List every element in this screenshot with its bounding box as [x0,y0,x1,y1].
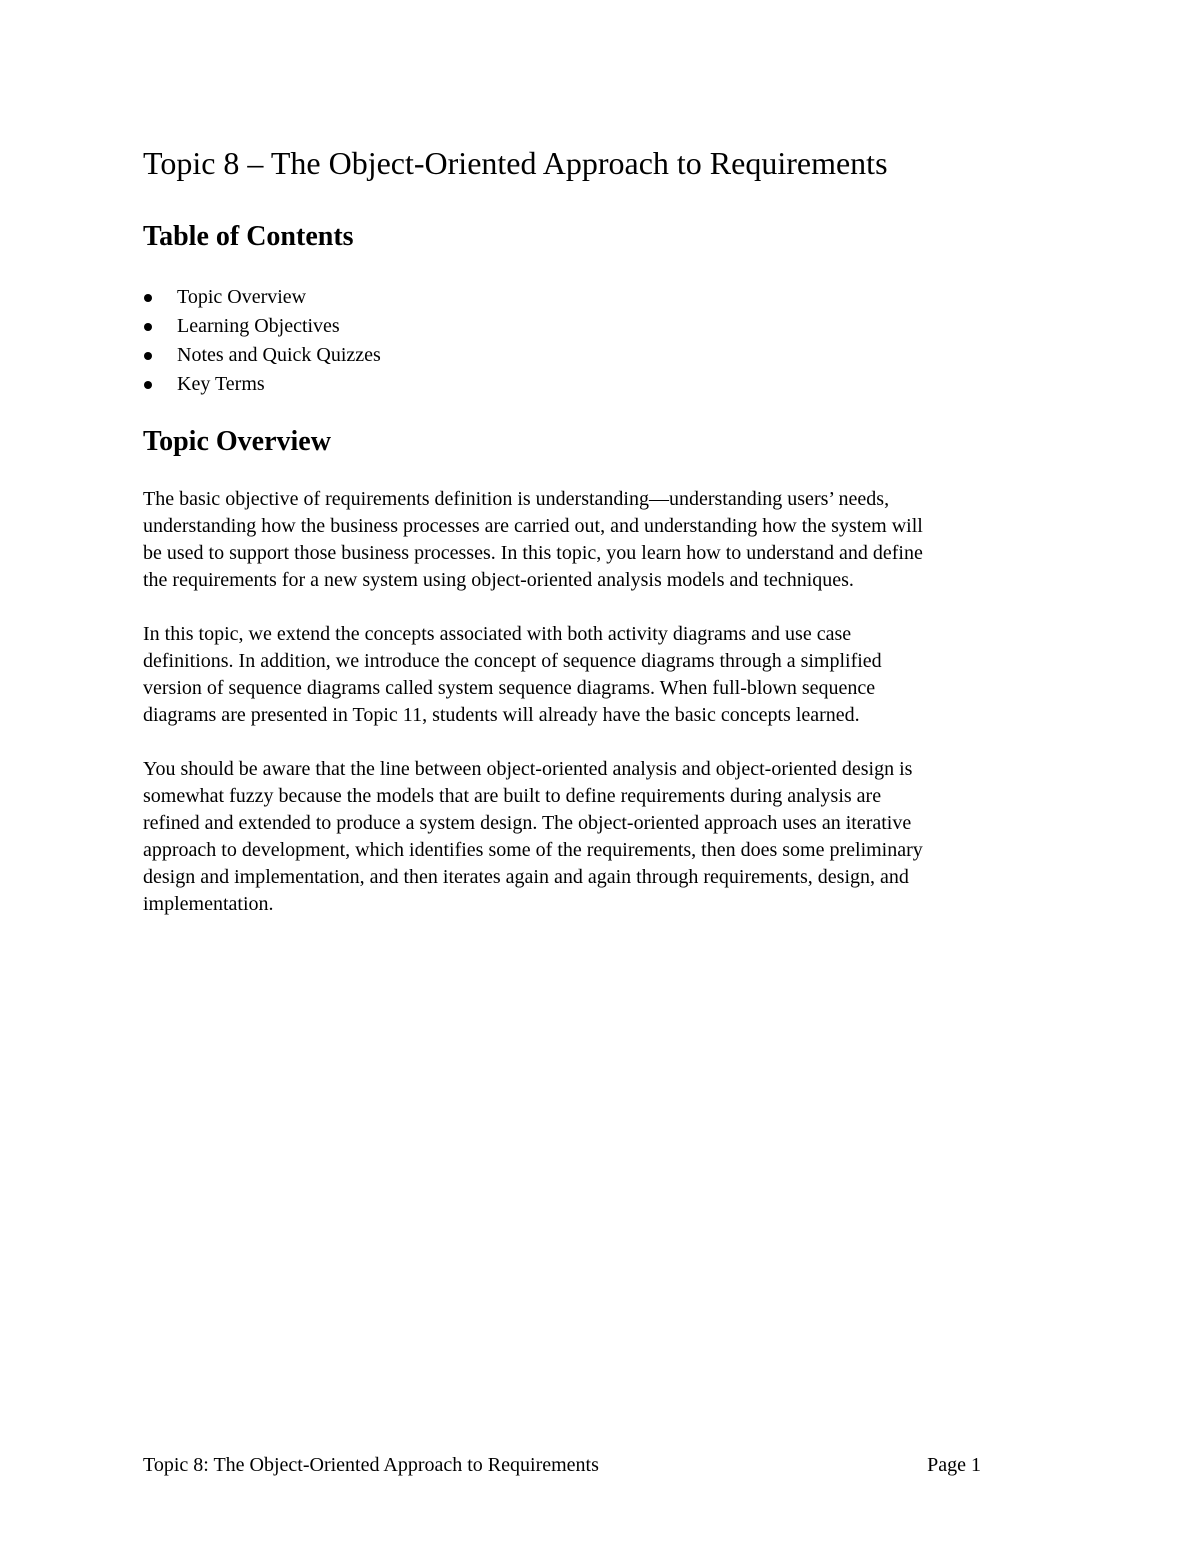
footer-title: Topic 8: The Object-Oriented Approach to Requirements [143,1454,599,1476]
paragraph-line: implementation. [143,893,274,915]
paragraph-line: the requirements for a new system using object-oriented analysis models and techniques. [143,569,854,591]
toc-item-label: Key Terms [177,373,265,395]
bullet-icon [144,323,152,331]
paragraph-line: somewhat fuzzy because the models that are built to define requirements during analysis are [143,785,882,807]
bullet-icon [144,294,152,302]
toc-item [143,283,381,312]
bullet-icon [144,381,152,389]
paragraph-line: design and implementation, and then iterates again and again through requirements, design, and [143,866,909,888]
paragraph-line: understanding how the business processes are carried out, and understanding how the system will [143,515,923,537]
paragraph-line: refined and extended to produce a system design. The object-oriented approach uses an iterative [143,812,912,834]
toc-heading: Table of Contents [143,221,354,252]
document-title: Topic 8 – The Object-Oriented Approach to Requirements [143,145,888,181]
paragraph-line: be used to support those business processes. In this topic, you learn how to understand and define [143,542,923,564]
paragraph-line: The basic objective of requirements definition is understanding—understanding users’ needs, [143,488,890,510]
toc-item-label: Notes and Quick Quizzes [177,344,381,366]
overview-paragraph-3 [143,756,923,918]
paragraph-line: In this topic, we extend the concepts associated with both activity diagrams and use case [143,623,852,645]
paragraph-line: definitions. In addition, we introduce the concept of sequence diagrams through a simplified [143,650,882,672]
paragraph-line: approach to development, which identifies some of the requirements, then does some preliminary [143,839,923,861]
paragraph-line: diagrams are presented in Topic 11, students will already have the basic concepts learned. [143,704,860,726]
paragraph-line: You should be aware that the line between object-oriented analysis and object-oriented design is [143,758,913,780]
toc-list [143,283,381,399]
overview-heading: Topic Overview [143,426,331,457]
toc-item-label: Learning Objectives [177,315,340,337]
paragraph-line: version of sequence diagrams called system sequence diagrams. When full-blown sequence [143,677,876,699]
toc-item-label: Topic Overview [177,286,307,308]
toc-item [143,312,381,341]
toc-item [143,370,381,399]
overview-paragraph-1 [143,486,923,594]
overview-paragraph-2 [143,621,882,729]
bullet-icon [144,352,152,360]
toc-item [143,341,381,370]
page-number: Page 1 [927,1454,981,1476]
